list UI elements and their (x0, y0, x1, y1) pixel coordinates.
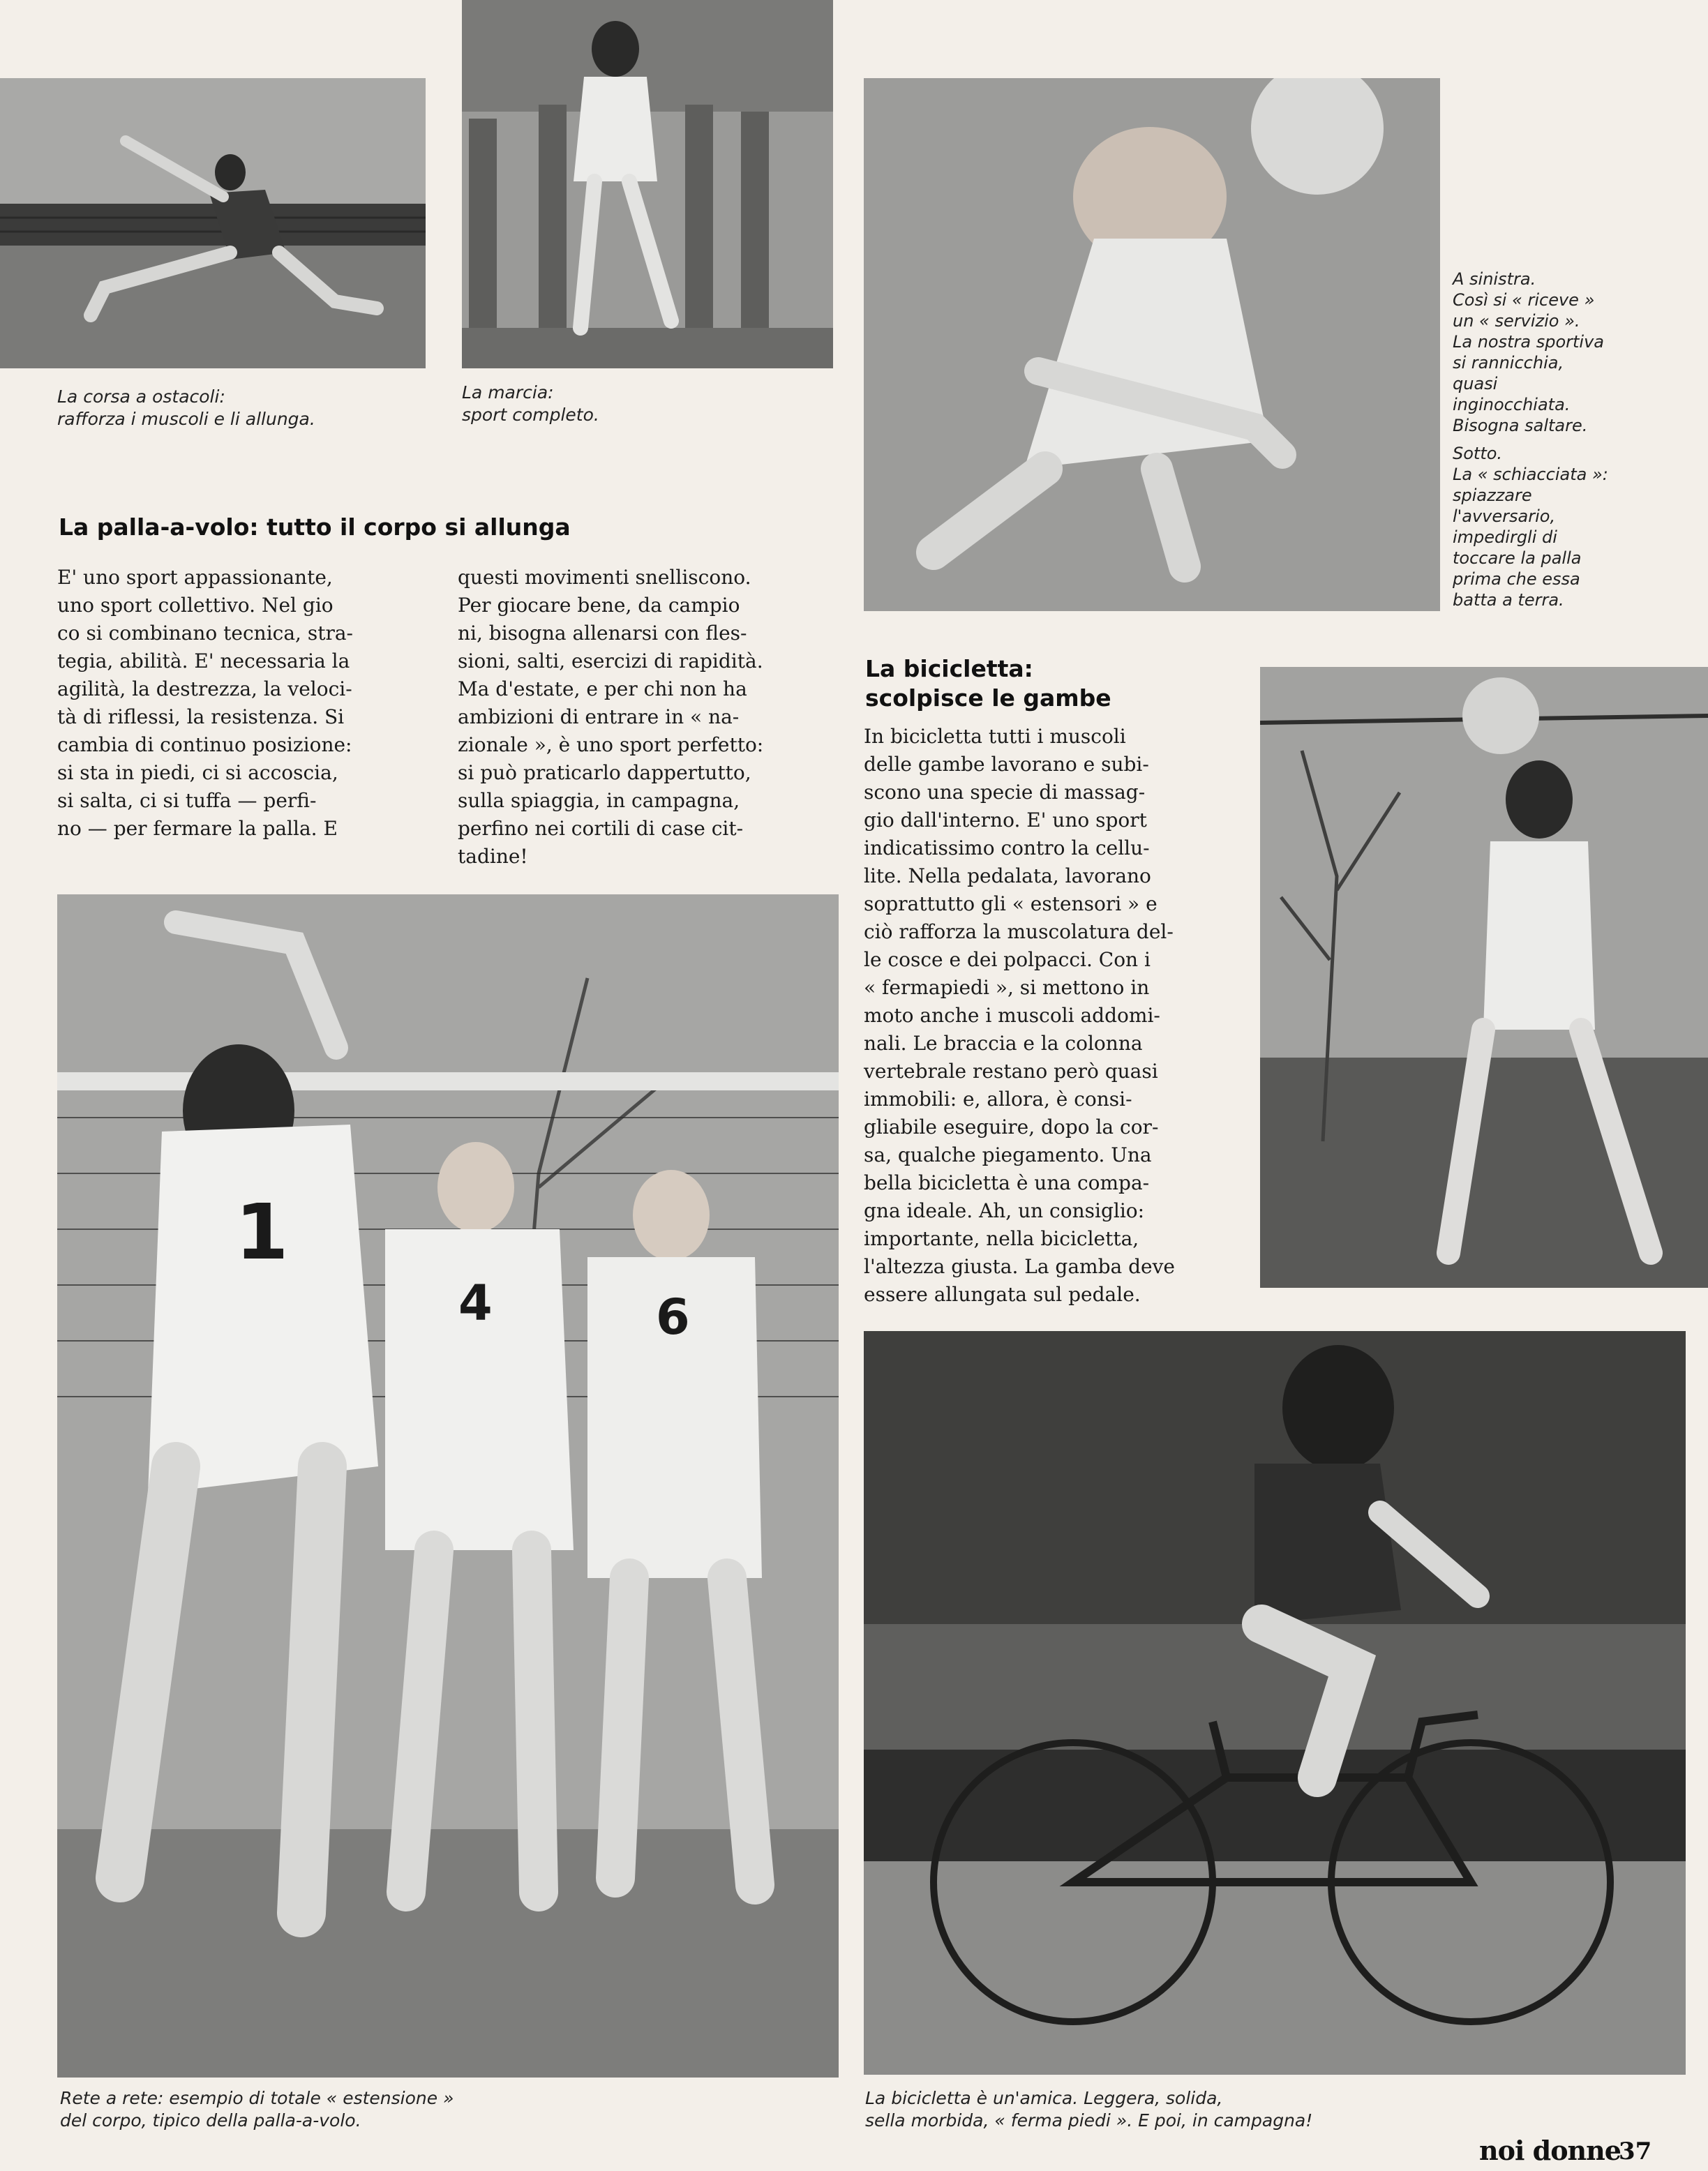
magazine-logo: noi donne (1479, 2135, 1621, 2166)
page-number: 37 (1619, 2138, 1652, 2165)
jersey-number-6: 6 (656, 1289, 690, 1346)
volleyball-net-photo (57, 894, 839, 2078)
volleyball-text-col1: E' uno sport appassionante, uno sport collettivo. Nel gio co si combinano tecnica, stra- tegia, abilità. E' necessaria la agilità, la destrezza, la veloci- tà di riflessi, la resistenza. Si cambia di continuo posizione: si sta in piedi, ci si accoscia, si salta, ci si tuffa — perfi- no — per fermare la palla. E (57, 566, 353, 840)
jersey-number-1: 1 (235, 1187, 289, 1277)
hurdles-photo (0, 78, 426, 368)
bicycle-photo (864, 1331, 1686, 2075)
bicycle-caption: La bicicletta è un'amica. Leggera, solida, sella morbida, « ferma piedi ». E poi, in campagna! (865, 2088, 1313, 2131)
volleyball-text-col2: questi movimenti snelliscono. Per giocare bene, da campio ni, bisogna allenarsi con fles- sioni, salti, esercizi di rapidità. Ma d'estate, e per chi non ha ambizioni di entrare in « na- zionale », è uno sport perfetto: si può praticarlo dappertutto, sulla spiaggia, in campagna, perfino nei cortili di case cit- tadine! (458, 566, 764, 868)
bicycle-text: In bicicletta tutti i muscoli delle gambe lavorano e subi- scono una specie di massag- gio dall'interno. E' uno sport indicatissimo contro la cellu- lite. Nella pedalata, lavorano soprattutto gli « estensori » e ciò rafforza la muscolatura del- le cosce e dei polpacci. Con i « fermapiedi », si mettono in moto anche i muscoli addomi- nali. Le braccia e la colonna vertebrale restano però quasi immobili: e, allora, è consi- gliabile eseguire, dopo la cor- sa, qualche piegamento. Una bella bicicletta è una compa- gna ideale. Ah, un consiglio: importante, nella bicicletta, l'altezza giusta. La gamba deve essere allungata sul pedale. (864, 725, 1176, 1306)
volleyball-heading: La palla-a-volo: tutto il corpo si allunga (59, 513, 571, 541)
walking-photo (462, 0, 833, 368)
walking-caption: La marcia: sport completo. (462, 382, 599, 425)
jersey-number-4: 4 (458, 1275, 493, 1332)
volleyball-spike-photo (1260, 667, 1708, 1288)
hurdles-caption: La corsa a ostacoli: rafforza i muscoli e li allunga. (57, 386, 315, 429)
volley-spike-caption: Sotto. La « schiacciata »: spiazzare l'avversario, impedirgli di toccare la palla prima che essa batta a terra. (1453, 444, 1608, 610)
net-caption: Rete a rete: esempio di totale « estensione » del corpo, tipico della palla-a-volo. (60, 2088, 454, 2131)
volleyball-receive-photo (864, 78, 1440, 611)
volley-receive-caption: A sinistra. Così si « riceve » un « servizio ». La nostra sportiva si rannicchia, quasi inginocchiata. Bisogna saltare. (1453, 269, 1604, 435)
bicycle-heading: La bicicletta: scolpisce le gambe (865, 655, 1111, 712)
